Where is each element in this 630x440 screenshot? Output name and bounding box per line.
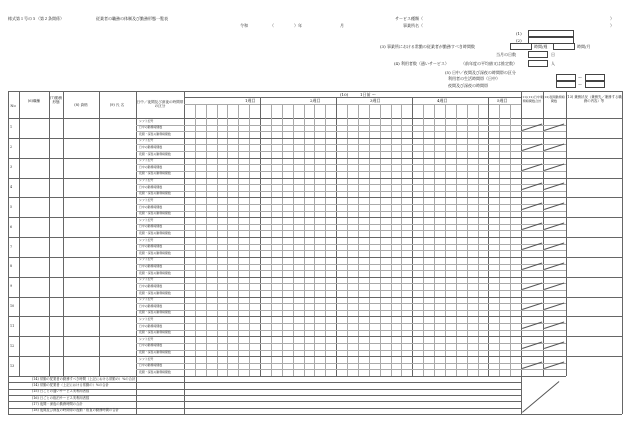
row-sub-label: 夜間・深夜の勤務時間数: [139, 230, 171, 235]
row-sub-label: 日中の勤務時間数: [139, 204, 163, 209]
grid-line: [566, 118, 622, 119]
grid-line: [184, 91, 185, 376]
item-3-label: (3) 事業所における常勤の従業者が勤務すべき時間数: [380, 44, 475, 49]
hours-per-week-unit: 時間/週: [534, 44, 548, 49]
row-sub-label: 夜間・深夜の勤務時間数: [139, 270, 171, 275]
row-number: 8: [10, 264, 13, 269]
grid-line: [8, 138, 566, 139]
row-sub-label: シフト記号: [139, 356, 154, 361]
footer-line: (15) 日ごとの通いサービス実利用者数: [32, 389, 90, 394]
row-sub-label: シフト記号: [139, 257, 154, 262]
col-total-a-header: (11)(12)日中業務時間数合計: [521, 95, 543, 103]
row-sub-label: 夜間・深夜の勤務時間数: [139, 350, 171, 355]
row-number: 7: [10, 244, 13, 249]
grid-line: [8, 414, 622, 415]
row-sub-label: 日中の勤務時間数: [139, 125, 163, 130]
row-sub-label: シフト記号: [139, 178, 154, 183]
users-unit: 人: [551, 61, 555, 66]
row-number: 9: [10, 284, 13, 289]
row-sub-label: 夜間・深夜の勤務時間数: [139, 151, 171, 156]
reiwa-label: 令和: [240, 23, 248, 28]
night-tilde: ～: [578, 82, 582, 87]
item-5-day-label: 利用者の生活時間帯（日中）: [448, 76, 500, 81]
grid-line: [184, 104, 521, 105]
office-name-close: ）: [610, 23, 614, 28]
row-sub-label: 夜間・深夜の勤務時間数: [139, 310, 171, 315]
row-number: 4: [10, 184, 13, 189]
grid-line: [566, 91, 567, 376]
row-sub-label: 日中の勤務時間数: [139, 164, 163, 169]
row-sub-label: シフト記号: [139, 138, 154, 143]
row-sub-label: 夜間・深夜の勤務時間数: [139, 290, 171, 295]
row-sub-label: 夜間・深夜の勤務時間数: [139, 250, 171, 255]
row-sub-label: 日中の勤務時間数: [139, 343, 163, 348]
grid-line: [566, 277, 622, 278]
grid-line: [8, 316, 566, 317]
row-sub-label: 日中の勤務時間数: [139, 144, 163, 149]
row-number: 5: [10, 204, 13, 209]
row-sub-label: シフト記号: [139, 237, 154, 242]
grid-line: [566, 237, 622, 238]
grid-line: [8, 118, 622, 119]
row-number: 13: [10, 363, 15, 368]
row-number: 6: [10, 224, 13, 229]
row-number: 3: [10, 165, 13, 170]
service-type-close: ）: [610, 16, 614, 21]
row-sub-label: 日中の勤務時間数: [139, 363, 163, 368]
footer-line: (16) 日ごとの宿泊サービス実利用者数: [32, 395, 90, 400]
grid-line: [521, 91, 522, 376]
grid-line: [566, 138, 622, 139]
item-4-label: (4) 利用者数（通いサービス）: [394, 61, 449, 66]
grid-line: [566, 297, 622, 298]
grid-line: [8, 356, 566, 357]
grid-line: [566, 356, 622, 357]
item-2-label: (2): [516, 38, 522, 43]
document-title: 従業者の職務の体制及び勤務形態一覧表: [96, 16, 168, 21]
grid-line: [8, 401, 521, 402]
col-job-header: (6)職種: [27, 99, 41, 103]
row-sub-label: 夜間・深夜の勤務時間数: [139, 171, 171, 176]
hours-per-month-unit: 時間/月: [577, 44, 591, 49]
grid-line: [8, 336, 566, 337]
grid-line: [8, 217, 566, 218]
footer-line: (14) 常勤の従業者の勤務すべき時間（上記における常勤の）%の合計: [32, 376, 136, 381]
week-2-header: 2週目: [310, 98, 321, 103]
col-no-header: No: [10, 104, 16, 108]
year-label: （ ）年: [270, 23, 302, 28]
row-sub-label: シフト記号: [139, 158, 154, 163]
row-sub-label: 夜間・深夜の勤務時間数: [139, 131, 171, 136]
office-name-label: 事業所名（: [403, 23, 423, 28]
grid-line: [566, 158, 622, 159]
item-5-night-label: 夜間及び深夜の時間帯: [448, 83, 488, 88]
week-1-header: 1週目: [245, 98, 256, 103]
row-sub-label: 日中の勤務時間数: [139, 283, 163, 288]
row-sub-label: 夜間・深夜の勤務時間数: [139, 191, 171, 196]
col-type-header: (7)勤務形態: [49, 96, 63, 105]
row-number: 2: [10, 145, 13, 150]
grid-line: [8, 237, 566, 238]
grid-line: [566, 217, 622, 218]
row-number: 12: [10, 343, 15, 348]
workdays-label: 当月の日数: [496, 52, 516, 57]
week-5-header: 5週目: [497, 98, 508, 103]
row-sub-label: 夜間・深夜の勤務時間数: [139, 211, 171, 216]
row-sub-label: シフト記号: [139, 316, 154, 321]
grid-line: [566, 178, 622, 179]
grid-line: [184, 97, 521, 98]
grid-line: [19, 91, 20, 376]
grid-line: [8, 277, 566, 278]
row-number: 10: [10, 304, 15, 309]
footer-line: (18) 夜間及び深夜の時間帯の夜勤・宿直の勤務時間の合計: [32, 408, 119, 413]
month-label: 月: [340, 23, 344, 28]
row-sub-label: 日中の勤務時間数: [139, 323, 163, 328]
col-shift-header: 日中／夜間及び深夜の時間帯の区分: [136, 100, 184, 109]
grid-line: [8, 91, 622, 92]
row-sub-label: 夜間・深夜の勤務時間数: [139, 330, 171, 335]
row-sub-label: 夜間・深夜の勤務時間数: [139, 369, 171, 374]
grid-line: [99, 91, 100, 376]
row-number: 1: [10, 125, 13, 130]
footer-line: (17) 夜間・深夜の勤務時間の合計: [32, 401, 83, 406]
grid-line: [136, 91, 137, 376]
col-days-header: (10): [340, 92, 349, 97]
grid-line: [136, 376, 137, 414]
form-number: 様式第１号の５（第２条関係）: [8, 16, 64, 21]
col-days-sub: 1日前 ～: [360, 92, 376, 97]
grid-line: [8, 178, 566, 179]
row-sub-label: シフト記号: [139, 197, 154, 202]
row-sub-label: 日中の勤務時間数: [139, 264, 163, 269]
grid-line: [49, 91, 50, 376]
col-remarks-header: (13) 兼務状況（兼務先／兼務する職務の内容）等: [566, 95, 622, 103]
week-3-header: 3週目: [370, 98, 381, 103]
row-sub-label: シフト記号: [139, 297, 154, 302]
row-sub-label: 日中の勤務時間数: [139, 184, 163, 189]
row-sub-label: シフト記号: [139, 118, 154, 123]
item-1-label: (1): [516, 31, 522, 36]
item-5-label: (5) 日中／夜間及び深夜の時間帯の区分: [445, 70, 516, 75]
workdays-unit: 日: [551, 52, 555, 57]
grid-line: [8, 297, 566, 298]
item-4-sub: （前年度の平均値又は推定数）: [461, 61, 517, 66]
row-sub-label: 日中の勤務時間数: [139, 303, 163, 308]
row-sub-label: 日中の勤務時間数: [139, 224, 163, 229]
grid-line: [566, 257, 622, 258]
grid-line: [543, 91, 544, 376]
grid-line: [8, 257, 566, 258]
grid-line: [8, 158, 566, 159]
row-sub-label: 日中の勤務時間数: [139, 244, 163, 249]
service-type-label: サービス種類（: [395, 16, 423, 21]
col-license-header: (8) 資格: [74, 103, 88, 107]
grid-line: [521, 376, 522, 414]
grid-line: [63, 91, 64, 376]
week-4-header: 4週目: [437, 98, 448, 103]
grid-line: [566, 197, 622, 198]
grid-line: [566, 316, 622, 317]
row-sub-label: シフト記号: [139, 336, 154, 341]
row-sub-label: シフト記号: [139, 217, 154, 222]
row-sub-label: シフト記号: [139, 277, 154, 282]
row-number: 11: [10, 323, 15, 328]
grid-line: [8, 197, 566, 198]
grid-line: [8, 91, 9, 414]
day-tilde: ～: [578, 75, 582, 80]
col-total-b-header: (12)夜間勤務時間数: [543, 95, 565, 103]
footer-line: (14) 常勤の従業者（上記における常勤の）%の合計: [32, 382, 109, 387]
grid-line: [566, 336, 622, 337]
grid-line: [622, 91, 623, 414]
col-name-header: (9) 氏 名: [109, 103, 125, 107]
grid-line: [184, 376, 185, 414]
